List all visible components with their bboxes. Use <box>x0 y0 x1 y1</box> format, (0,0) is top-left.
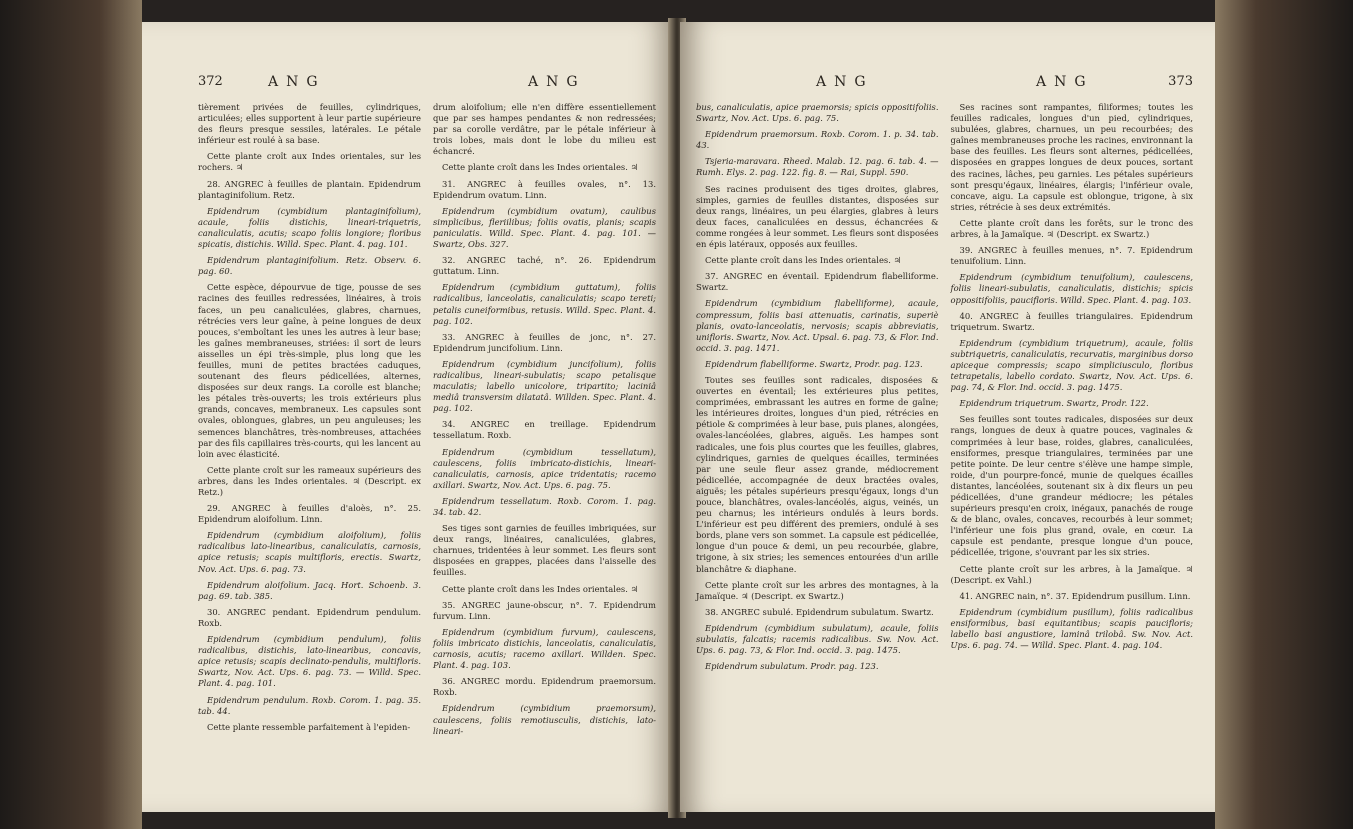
paragraph: Epidendrum pendulum. Roxb. Corom. 1. pag. 35. tab. 44. <box>198 694 421 716</box>
paragraph: Ses tiges sont garnies de feuilles imbriquées, sur deux rangs, linéaires, canaliculées, glabres, charnues, tridentées à leur sommet. Les fleurs sont disposées en grappes, placées dans l'aisselle des feuilles. <box>433 523 656 578</box>
paragraph: Epidendrum (cymbidium flabelliforme), acaule, compressum, foliis basi attenuatis, carinatis, superiè planis, ovato-lanceolatis, nervosis; scapis abbreviatis, unifloris. Swartz, Nov. Act. Upsal. 6. pag. 73, & Flor. Ind. occid. 3. pag. 1471. <box>696 298 939 353</box>
paragraph: Epidendrum (cymbidium pusillum), foliis radicalibus ensiformibus, basi equitantibus; scapis paucifloris; labello basi angustiore, laminâ trilobâ. Sw. Nov. Act. Ups. 6. pag. 74. — Willd. Spec. Plant. 4. pag. 104. <box>950 606 1193 651</box>
paragraph: Cette plante croît dans les Indes orientales. ♃ <box>442 583 639 594</box>
paragraph: Cette plante croît dans les forêts, sur le tronc des arbres, à la Jamaïque. ♃ (Descript. ex Swartz.) <box>950 217 1193 240</box>
book-edge-right <box>1215 0 1353 829</box>
paragraph: Cette plante croît dans les Indes orientales. ♃ <box>442 162 639 173</box>
running-head-right-a: ANG <box>816 74 874 90</box>
paragraph: Epidendrum (cymbidium ovatum), caulibus simplicibus, fleriilibus; foliis ovatis, planis; scapis paniculatis. Willd. Spec. Plant. 4. pag. 101. — Swartz, Obs. 327. <box>433 205 656 250</box>
paragraph: Epidendrum (cymbidium guttatum), foliis radicalibus, lanceolatis, canaliculatis; scapo tereti; petalis cuneiformibus, retusis. Willd. Spec. Plant. 4. pag. 102. <box>433 282 656 326</box>
paragraph: Epidendrum tessellatum. Roxb. Corom. 1. pag. 34. tab. 42. <box>433 495 656 517</box>
paragraph: Cette espèce, dépourvue de tige, pousse de ses racines des feuilles redressées, linéaires, à trois faces, un peu canaliculées, glabres, charnues, rétrécies vers leur gaîne, à peine longues de deux pouces, s'emboîtant les unes les autres à leur base; les gaînes membraneuses, striées: il sort de leurs aisselles un épi très-simple, plus long que les feuilles, muni de petites bractées caduques, soutenant des fleurs pédicellées, alternes, disposées sur deux rangs. La corolle est blanche; les pétales très-ouverts; les trois extérieurs plus grands, concaves, membraneux. Les capsules sont ovales, oblongues, glabres, un peu anguleuses; les semences blanchâtres, très-nombreuses, attachées par des fils capillaires très-courts, qui les lancent au loin avec élasticité. <box>198 282 421 459</box>
paragraph: Epidendrum (cymbidium pendulum), foliis radicalibus, distichis, lato-linearibus, concavis, apice retusis; scapis declinato-pendulis, multifloris. Swartz, Nov. Act. Ups. 6. pag. 73. — Willd. Spec. Plant. 4. pag. 101. <box>198 634 421 689</box>
paragraph: Epidendrum (cymbidium tenuifolium), caulescens, foliis lineari-subulatis, canaliculatis, distichis; spicis oppositifoliis, paucifloris. Willd. Spec. Plant. 4. pag. 103. <box>950 272 1193 305</box>
entry-heading: 34. ANGREC en treillage. Epidendrum tessellatum. Roxb. <box>433 419 656 441</box>
paragraph: Epidendrum (cymbidium subulatum), acaule, foliis subulatis, falcatis; racemis radicalibus. Sw. Nov. Act. Ups. 6. pag. 73, & Flor. Ind. occid. 3. pag. 1475. <box>696 622 939 656</box>
paragraph: Epidendrum (cymbidium plantaginifolium), acaule, foliis distichis, lineari-triquetris, canaliculatis, acutis; scapo foliis longiore; floribus spicatis, distichis. Willd. Spec. Plant. 4. pag. 101. <box>198 205 421 250</box>
paragraph: Epidendrum plantaginifolium. Retz. Observ. 6. pag. 60. <box>198 255 421 277</box>
paragraph: Epidendrum (cymbidium triquetrum), acaule, foliis subtriquetris, canaliculatis, recurvatis, marginibus dorso apiceque compressis; scapo simpliciusculo, floribus tetrapetalis, labello cordato. Swartz, Nov. Act. Ups. 6. pag. 74, & Flor. Ind. occid. 3. pag. 1475. <box>950 337 1193 393</box>
paragraph: Epidendrum aloifolium. Jacq. Hort. Schoenb. 3. pag. 69. tab. 385. <box>198 579 421 601</box>
paragraph: Epidendrum (cymbidium juncifolium), foliis radicalibus, lineari-subulatis; scapo petalisque maculatis; labello unicolore, tripartito; laciniâ mediâ transversim dilatatâ. Willden. Spec. Plant. 4. pag. 102. <box>433 358 656 414</box>
paragraph: Epidendrum (cymbidium praemorsum), caulescens, foliis remotiusculis, distichis, lato-lineari- <box>433 703 656 736</box>
running-head-right-b: ANG <box>1036 74 1094 90</box>
right-page-header <box>696 74 1193 96</box>
page-number-right: 373 <box>1168 74 1193 89</box>
paragraph: Epidendrum subulatum. Prodr. pag. 123. <box>705 661 879 672</box>
left-page-column-1 <box>198 102 421 742</box>
book-edge-left <box>0 0 142 829</box>
paragraph: bus, canaliculatis, apice praemorsis; spicis oppositifoliis. Swartz, Nov. Act. Ups. 6. pag. 75. <box>696 102 939 124</box>
right-page-column-2 <box>951 102 1194 677</box>
entry-heading: 41. ANGREC nain, n°. 37. Epidendrum pusillum. Linn. <box>959 590 1191 601</box>
paragraph: Cette plante croît sur les rameaux supérieurs des arbres, dans les Indes orientales. ♃ (Descript. ex Retz.) <box>198 464 421 497</box>
entry-heading: 37. ANGREC en éventail. Epidendrum flabelliforme. Swartz. <box>696 271 939 293</box>
paragraph: Cette plante croît sur les arbres des montagnes, à la Jamaïque. ♃ (Descript. ex Swartz.) <box>696 579 939 601</box>
entry-heading: 36. ANGREC mordu. Epidendrum praemorsum. Roxb. <box>433 676 656 698</box>
entry-heading: 33. ANGREC à feuilles de jonc, n°. 27. Epidendrum juncifolium. Linn. <box>433 331 656 353</box>
paragraph: Ses racines sont rampantes, filiformes; toutes les feuilles radicales, longues d'un pied, cylindriques, subulées, glabres, charnues, un peu recourbées; des gaînes membraneuses proche les racines, environnant la base des feuilles. Les fleurs sont alternes, pédicellées, disposées en grappes longues de deux pouces, sortant des racines, lâches, peu garnies. Les pétales supérieurs sont presqu'égaux, linéaires, élargis; l'inférieur ovale, concave, aigu. La capsule est oblongue, trigone, à six stries, rétrécie à ses deux extrémités. <box>950 102 1193 212</box>
paragraph: Tsjeria-maravara. Rheed. Malab. 12. pag. 6. tab. 4. — Rumh. Elys. 2. pag. 122. fig. 8. — Rai, Suppl. 590. <box>696 156 939 178</box>
running-head-left-a: ANG <box>268 74 326 90</box>
paragraph: Ses racines produisent des tiges droites, glabres, simples, garnies de feuilles distantes, disposées sur deux rangs, linéaires, un peu élargies, glabres à leurs deux faces, canaliculées en dessus, échancrées & comme rongées à leur sommet. Les fleurs sont disposées en épis latéraux, opposés aux feuilles. <box>696 183 939 250</box>
paragraph: Epidendrum (cymbidium tessellatum), caulescens, foliis imbricato-distichis, lineari-canaliculatis, carnosis, apice tridentatis; racemo axillari. Swartz, Nov. Act. Ups. 6. pag. 75. <box>433 446 656 490</box>
entry-heading: 38. ANGREC subulé. Epidendrum subulatum. Swartz. <box>705 606 934 617</box>
paragraph: Toutes ses feuilles sont radicales, disposées & ouvertes en éventail; les extérieures plus petites, comprimées, embrassant les autres en forme de gaîne; les intérieures droites, longues d'un pied, rétrécies en pétiole & comprimées à leur base, puis planes, alongées, ovales-lancéolées, glabres, aiguës. Les hampes sont radicales, une fois plus courtes que les feuilles, glabres, cylindriques, garnies de quelques écailles, terminées par une seule fleur assez grande, médiocrement pédicellée, accompagnée de deux bractées ovales, aiguës; les pétales supérieurs presqu'égaux, longs d'un pouce, blanchâtres, ovales-lancéolés, aigus, veinés, un peu charnus; les intérieurs ondulés à leurs bords. L'inférieur est peu différent des premiers, ondulé à ses bords, plane vers son sommet. La capsule est pédicellée, longue d'un pouce & demi, un peu recourbée, glabre, trigone, à six stries; les semences entourées d'un arille blanchâtre & diaphane. <box>696 374 939 574</box>
paragraph: Epidendrum (cymbidium furvum), caulescens, foliis imbricato distichis, lanceolatis, canaliculatis, carnosis, acutis; racemo axillari. Willden. Spec. Plant. 4. pag. 103. <box>433 626 656 671</box>
entry-heading: 39. ANGREC à feuilles menues, n°. 7. Epidendrum tenuifolium. Linn. <box>950 245 1193 267</box>
entry-heading: 28. ANGREC à feuilles de plantain. Epidendrum plantaginifolium. Retz. <box>198 178 421 200</box>
paragraph: Epidendrum triquetrum. Swartz, Prodr. 122. <box>959 398 1149 409</box>
paragraph: Cette plante ressemble parfaitement à l'epiden- <box>207 721 411 732</box>
paragraph: Ses feuilles sont toutes radicales, disposées sur deux rangs, longues de deux à quatre pouces, vaginales & comprimées à leur base, roides, glabres, canaliculées, ensiformes, presque triangulaires, terminées par une petite pointe. De leur centre s'élève une hampe simple, roide, d'un pourpre-foncé, munie de quelques écailles distantes, lancéolées, soutenant six à dix fleurs un peu pédicellées, d'une grandeur médiocre; les pétales supérieurs presqu'en croix, inégaux, panachés de rouge & de blanc, ovales, concaves, recourbés à leur sommet; l'inférieur une fois plus grand, ovale, en cœur. La capsule est pendante, presque longue d'un pouce, pédicellée, trigone, s'ouvrant par les six stries. <box>950 414 1193 558</box>
paragraph: Cette plante croît aux Indes orientales, sur les rochers. ♃ <box>198 151 421 173</box>
paragraph: drum aloifolium; elle n'en diffère essentiellement que par ses hampes pendantes & non redressées; par sa corolle verdâtre, par le pétale inférieur à trois lobes, mais dont le lobe du milieu est échancré. <box>433 102 656 157</box>
left-page <box>142 22 674 812</box>
right-page <box>680 22 1215 812</box>
paragraph: Cette plante croît sur les arbres, à la Jamaïque. ♃ (Descript. ex Vahl.) <box>950 563 1193 585</box>
right-page-column-1 <box>696 102 939 677</box>
left-page-header <box>198 74 656 96</box>
entry-heading: 35. ANGREC jaune-obscur, n°. 7. Epidendrum furvum. Linn. <box>433 599 656 621</box>
left-page-column-2 <box>433 102 656 742</box>
paragraph: Epidendrum flabelliforme. Swartz, Prodr. pag. 123. <box>705 358 923 369</box>
entry-heading: 30. ANGREC pendant. Epidendrum pendulum. Roxb. <box>198 606 421 628</box>
entry-heading: 29. ANGREC à feuilles d'aloès, n°. 25. Epidendrum aloifolium. Linn. <box>198 503 421 525</box>
entry-heading: 40. ANGREC à feuilles triangulaires. Epidendrum triquetrum. Swartz. <box>950 310 1193 332</box>
page-number-left: 372 <box>198 74 223 89</box>
entry-heading: 31. ANGREC à feuilles ovales, n°. 13. Epidendrum ovatum. Linn. <box>433 178 656 200</box>
paragraph: Cette plante croît dans les Indes orientales. ♃ <box>705 255 902 266</box>
paragraph: Epidendrum (cymbidium aloifolium), foliis radicalibus lato-linearibus, canaliculatis, carnosis, apice retusis; scapis multifloris, erectis. Swartz, Nov. Act. Ups. 6. pag. 73. <box>198 530 421 574</box>
paragraph: tièrement privées de feuilles, cylindriques, articulées; elles supportent à leur partie supérieure des fleurs presque sessiles, latérales. Le pétale inférieur est roulé à sa base. <box>198 102 421 146</box>
paragraph: Epidendrum praemorsum. Roxb. Corom. 1. p. 34. tab. 43. <box>696 129 939 151</box>
entry-heading: 32. ANGREC taché, n°. 26. Epidendrum guttatum. Linn. <box>433 255 656 277</box>
running-head-left-b: ANG <box>528 74 586 90</box>
